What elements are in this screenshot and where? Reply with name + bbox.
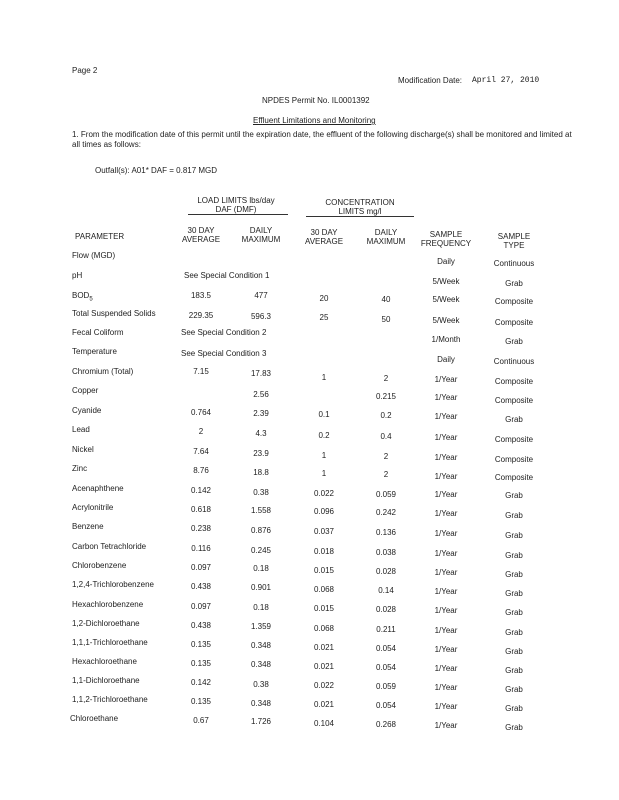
parameter-cell: Benzene <box>72 522 104 531</box>
parameter-cell: Total Suspended Solids <box>72 309 156 318</box>
load-30day-cell: 0.097 <box>190 563 212 572</box>
type-cell: Grab <box>505 491 523 500</box>
load-daily-cell: 477 <box>254 291 268 300</box>
type-header: SAMPLE <box>497 232 531 241</box>
frequency-cell: 1/Year <box>434 509 458 518</box>
frequency-cell: Daily <box>437 257 455 266</box>
load-daily-cell: 2.39 <box>253 409 269 418</box>
conc-30day-cell: 0.022 <box>313 681 335 690</box>
type-cell: Composite <box>494 297 534 306</box>
load-30day-cell: 183.5 <box>190 291 212 300</box>
conc-30day-cell: 1 <box>321 373 327 382</box>
type-cell: Grab <box>505 531 523 540</box>
conc-daily-cell: 0.14 <box>378 586 394 595</box>
type-header-2: TYPE <box>503 241 525 250</box>
parameter-cell: Cyanide <box>72 406 102 415</box>
load-30day-cell: 7.64 <box>193 447 209 456</box>
frequency-cell: 1/Month <box>431 335 461 344</box>
frequency-cell: Daily <box>437 355 455 364</box>
frequency-cell: 1/Year <box>434 606 458 615</box>
table-row <box>0 619 619 637</box>
load-daily-cell: 1.359 <box>250 622 272 631</box>
table-row <box>0 695 619 713</box>
table-row <box>0 386 619 405</box>
note-cell: See Special Condition 2 <box>181 328 267 337</box>
load-daily-cell: 0.901 <box>250 583 272 592</box>
type-cell: Grab <box>505 279 523 288</box>
outfall-line: Outfall(s): A01* DAF = 0.817 MGD <box>95 166 218 175</box>
load-30day-cell: 0.135 <box>190 659 212 668</box>
type-cell: Composite <box>494 396 534 405</box>
frequency-cell: 5/Week <box>432 316 460 325</box>
type-cell: Composite <box>494 435 534 444</box>
conc-30day-header: 30 DAY <box>310 228 338 237</box>
frequency-cell: 1/Year <box>434 412 458 421</box>
conc-30day-cell: 0.2 <box>318 431 330 440</box>
conc-daily-cell: 2 <box>383 470 389 479</box>
conc-30day-cell: 0.068 <box>313 585 335 594</box>
type-cell: Continuous <box>493 357 535 366</box>
frequency-cell: 1/Year <box>434 645 458 654</box>
load-30day-cell: 0.135 <box>190 640 212 649</box>
type-cell: Grab <box>505 704 523 713</box>
table-row <box>0 580 619 598</box>
load-daily-cell: 0.245 <box>250 546 272 555</box>
parameter-header: PARAMETER <box>75 232 125 241</box>
load-daily-cell: 23.9 <box>253 449 269 458</box>
frequency-header: SAMPLE <box>429 230 463 239</box>
load-30day-cell: 0.67 <box>193 716 209 725</box>
type-cell: Grab <box>505 647 523 656</box>
frequency-cell: 5/Week <box>432 295 460 304</box>
conc-30day-cell: 0.015 <box>313 566 335 575</box>
type-cell: Grab <box>505 589 523 598</box>
load-limits-heading: LOAD LIMITS lbs/day <box>197 196 275 205</box>
conc-30day-cell: 20 <box>319 294 329 303</box>
load-daily-cell: 0.876 <box>250 526 272 535</box>
load-daily-header: DAILY <box>249 226 273 235</box>
frequency-cell: 1/Year <box>434 626 458 635</box>
conc-30day-cell: 0.104 <box>313 719 335 728</box>
load-30day-cell: 8.76 <box>193 466 209 475</box>
type-cell: Grab <box>505 570 523 579</box>
table-row <box>0 347 619 366</box>
conc-daily-cell: 2 <box>383 452 389 461</box>
frequency-cell: 1/Year <box>434 433 458 442</box>
conc-daily-cell: 0.136 <box>375 528 397 537</box>
conc-30day-header-2: AVERAGE <box>304 237 344 246</box>
conc-daily-cell: 40 <box>381 295 391 304</box>
concentration-heading: CONCENTRATION <box>325 198 395 207</box>
page-label: Page 2 <box>72 66 98 75</box>
conc-30day-cell: 0.022 <box>313 489 335 498</box>
table-row <box>0 425 619 444</box>
parameter-cell: Nickel <box>72 445 94 454</box>
load-30day-cell: 229.35 <box>188 311 214 320</box>
load-daily-cell: 17.83 <box>250 369 272 378</box>
load-30day-cell: 0.142 <box>190 486 212 495</box>
frequency-cell: 1/Year <box>434 568 458 577</box>
frequency-cell: 1/Year <box>434 472 458 481</box>
load-30day-cell: 0.764 <box>190 408 212 417</box>
load-daily-cell: 1.726 <box>250 717 272 726</box>
load-30day-cell: 0.142 <box>190 678 212 687</box>
intro-paragraph: 1. From the modification date of this permit until the expiration date, the effluent of the following discharge(s) shall be monitored and limited at all times as follows: <box>72 130 572 149</box>
table-row <box>0 503 619 520</box>
load-daily-cell: 18.8 <box>253 468 269 477</box>
conc-daily-cell: 2 <box>383 374 389 383</box>
type-cell: Composite <box>494 455 534 464</box>
load-30day-header-2: AVERAGE <box>181 235 221 244</box>
load-30day-cell: 0.438 <box>190 582 212 591</box>
type-cell: Composite <box>494 473 534 482</box>
type-cell: Grab <box>505 685 523 694</box>
table-row <box>0 522 619 540</box>
load-daily-cell: 0.348 <box>250 660 272 669</box>
parameter-cell: Fecal Coliform <box>72 328 124 337</box>
frequency-cell: 1/Year <box>434 549 458 558</box>
type-cell: Grab <box>505 551 523 560</box>
load-30day-header: 30 DAY <box>187 226 215 235</box>
conc-daily-cell: 0.038 <box>375 548 397 557</box>
load-daily-header-2: MAXIMUM <box>241 235 281 244</box>
parameter-cell: 1,1-Dichloroethane <box>72 676 140 685</box>
concentration-subheading: LIMITS mg/l <box>338 207 382 216</box>
table-row <box>0 406 619 424</box>
type-cell: Grab <box>505 415 523 424</box>
table-row <box>0 676 619 694</box>
conc-daily-header-2: MAXIMUM <box>366 237 406 246</box>
table-row <box>0 542 619 560</box>
type-cell: Grab <box>505 723 523 732</box>
concentration-rule <box>306 216 414 217</box>
load-daily-cell: 0.38 <box>253 488 269 497</box>
conc-30day-cell: 0.021 <box>313 700 335 709</box>
note-cell: See Special Condition 1 <box>184 271 270 280</box>
permit-number: NPDES Permit No. IL0001392 <box>262 96 370 105</box>
load-30day-cell: 0.238 <box>190 524 212 533</box>
table-row <box>0 251 619 268</box>
modification-date-value: April 27, 2010 <box>472 76 540 85</box>
conc-daily-cell: 0.054 <box>375 701 397 710</box>
type-cell: Grab <box>505 666 523 675</box>
frequency-cell: 1/Year <box>434 529 458 538</box>
table-row <box>0 657 619 675</box>
conc-30day-cell: 0.021 <box>313 643 335 652</box>
conc-30day-cell: 0.1 <box>318 410 330 419</box>
type-cell: Grab <box>505 511 523 520</box>
parameter-cell: 1,2,4-Trichlorobenzene <box>72 580 154 589</box>
parameter-cell: Acrylonitrile <box>72 503 114 512</box>
table-row <box>0 464 619 482</box>
conc-30day-cell: 25 <box>319 313 329 322</box>
table-row <box>0 291 619 304</box>
frequency-cell: 1/Year <box>434 587 458 596</box>
type-cell: Grab <box>505 337 523 346</box>
parameter-cell: Hexachlorobenzene <box>72 600 144 609</box>
conc-30day-cell: 0.018 <box>313 547 335 556</box>
table-row <box>0 271 619 288</box>
load-daily-cell: 4.3 <box>255 429 267 438</box>
load-limits-subheading: DAF (DMF) <box>215 205 257 214</box>
conc-30day-cell: 1 <box>321 469 327 478</box>
conc-30day-cell: 0.068 <box>313 624 335 633</box>
load-30day-cell: 0.438 <box>190 621 212 630</box>
parameter-cell: Copper <box>72 386 99 395</box>
load-daily-cell: 0.18 <box>253 564 269 573</box>
frequency-cell: 1/Year <box>434 490 458 499</box>
conc-daily-cell: 0.4 <box>380 432 392 441</box>
parameter-cell: Flow (MGD) <box>72 251 116 260</box>
conc-30day-cell: 1 <box>321 451 327 460</box>
frequency-header-2: FREQUENCY <box>420 239 472 248</box>
parameter-cell: 1,1,1-Trichloroethane <box>72 638 148 647</box>
frequency-cell: 1/Year <box>434 702 458 711</box>
type-cell: Grab <box>505 628 523 637</box>
frequency-cell: 1/Year <box>434 664 458 673</box>
load-daily-cell: 1.558 <box>250 506 272 515</box>
parameter-cell: Carbon Tetrachloride <box>72 542 147 551</box>
type-cell: Grab <box>505 608 523 617</box>
table-row <box>0 309 619 327</box>
load-30day-cell: 0.618 <box>190 505 212 514</box>
type-cell: Composite <box>494 377 534 386</box>
conc-daily-cell: 50 <box>381 315 391 324</box>
parameter-cell: pH <box>72 271 83 280</box>
load-daily-cell: 2.56 <box>253 390 269 399</box>
parameter-cell: 1,1,2-Trichloroethane <box>72 695 148 704</box>
conc-daily-cell: 0.268 <box>375 720 397 729</box>
conc-daily-cell: 0.059 <box>375 682 397 691</box>
conc-daily-cell: 0.215 <box>375 392 397 401</box>
conc-daily-cell: 0.054 <box>375 663 397 672</box>
table-row <box>0 638 619 656</box>
note-cell: See Special Condition 3 <box>181 349 267 358</box>
type-cell: Continuous <box>493 259 535 268</box>
frequency-cell: 1/Year <box>434 393 458 402</box>
load-30day-cell: 0.097 <box>190 602 212 611</box>
frequency-cell: 1/Year <box>434 683 458 692</box>
table-row <box>0 561 619 579</box>
section-title: Effluent Limitations and Monitoring <box>253 116 376 125</box>
parameter-cell: Temperature <box>72 347 117 356</box>
conc-daily-header: DAILY <box>374 228 398 237</box>
parameter-cell: Hexachloroethane <box>72 657 137 666</box>
load-limits-rule <box>188 214 288 215</box>
modification-date-label: Modification Date: <box>398 76 463 85</box>
conc-30day-cell: 0.021 <box>313 662 335 671</box>
load-30day-cell: 7.15 <box>193 367 209 376</box>
load-30day-cell: 0.135 <box>190 697 212 706</box>
load-30day-cell: 2 <box>198 427 204 436</box>
conc-30day-cell: 0.096 <box>313 507 335 516</box>
conc-daily-cell: 0.054 <box>375 644 397 653</box>
conc-daily-cell: 0.211 <box>376 625 396 634</box>
conc-daily-cell: 0.059 <box>375 490 397 499</box>
conc-daily-cell: 0.2 <box>380 411 392 420</box>
load-daily-cell: 596.3 <box>250 312 272 321</box>
parameter-cell: Zinc <box>72 464 88 473</box>
frequency-cell: 1/Year <box>434 453 458 462</box>
parameter-cell: Acenaphthene <box>72 484 124 493</box>
parameter-cell: 1,2-Dichloroethane <box>72 619 140 628</box>
table-row <box>0 445 619 464</box>
parameter-cell: Chlorobenzene <box>72 561 127 570</box>
type-cell: Composite <box>494 318 534 327</box>
table-row <box>0 484 619 500</box>
table-row <box>0 328 619 346</box>
table-row <box>0 600 619 617</box>
parameter-cell: Chromium (Total) <box>72 367 134 376</box>
conc-daily-cell: 0.028 <box>375 567 397 576</box>
load-daily-cell: 0.348 <box>250 699 272 708</box>
table-row <box>0 367 619 386</box>
conc-30day-cell: 0.015 <box>313 604 335 613</box>
conc-daily-cell: 0.028 <box>375 605 397 614</box>
parameter-cell: Lead <box>72 425 90 434</box>
frequency-cell: 5/Week <box>432 277 460 286</box>
load-30day-cell: 0.116 <box>191 544 211 553</box>
load-daily-cell: 0.348 <box>250 641 272 650</box>
conc-30day-cell: 0.037 <box>313 527 335 536</box>
frequency-cell: 1/Year <box>434 721 458 730</box>
parameter-cell: Chloroethane <box>70 714 119 723</box>
load-daily-cell: 0.18 <box>253 603 269 612</box>
frequency-cell: 1/Year <box>434 375 458 384</box>
table-row <box>0 714 619 732</box>
conc-daily-cell: 0.242 <box>375 508 397 517</box>
load-daily-cell: 0.38 <box>253 680 269 689</box>
parameter-cell: $BOD_5$ <box>72 291 93 303</box>
